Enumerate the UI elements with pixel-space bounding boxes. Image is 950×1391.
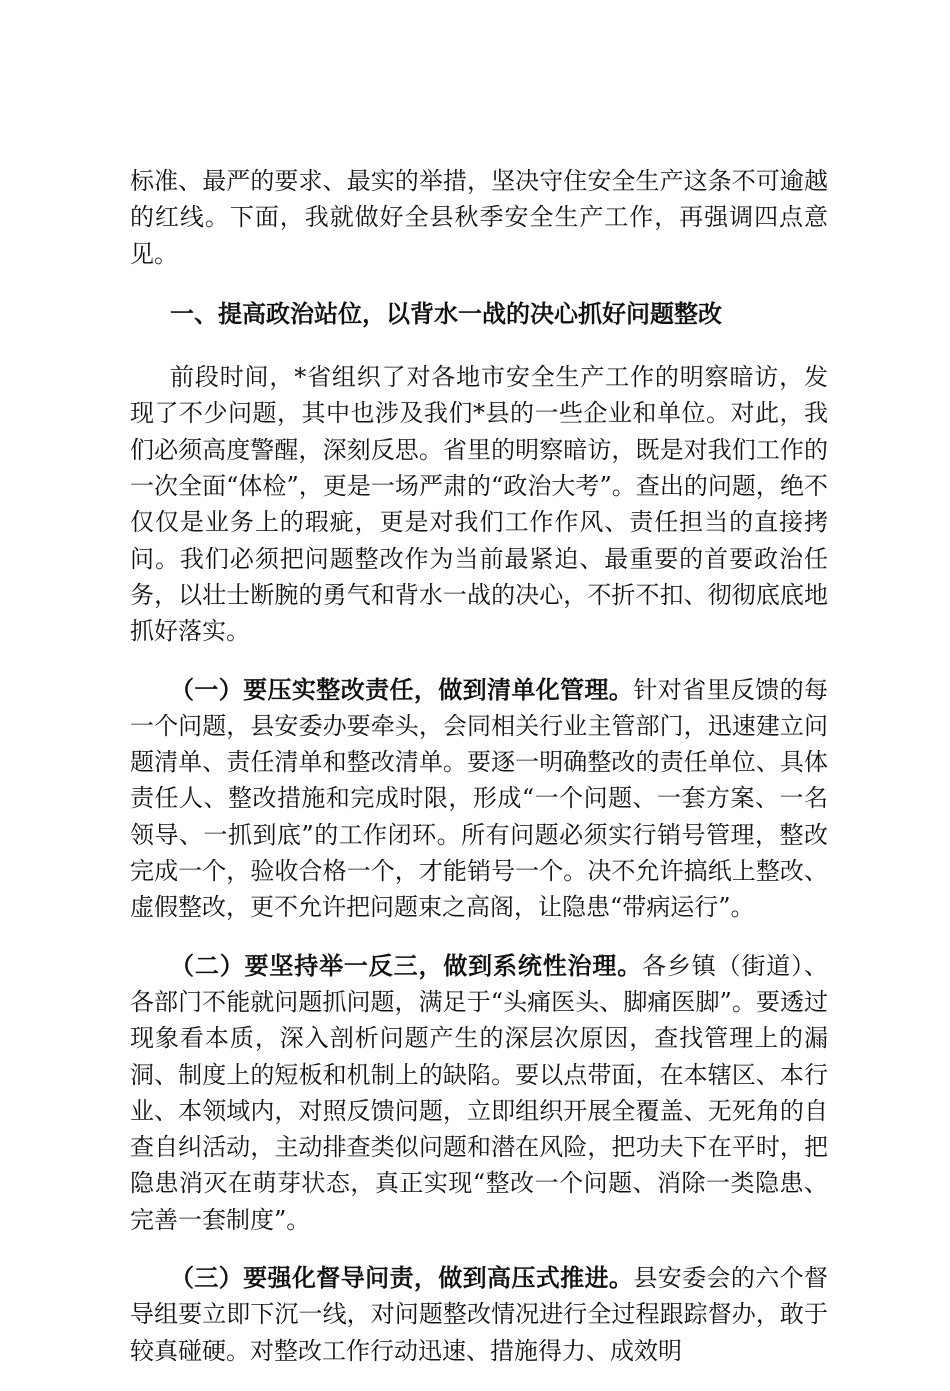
item-1-body: 针对省里反馈的每一个问题，县安委办要牵头，会同相关行业主管部门，迅速建立问题清单、责任清单和整改清单。要逐一明确整改的责任单位、具体责任人、整改措施和完成时限，形成“一个问题、一套方案、一名领导、一抓到底”的工作闭环。所有问题必须实行销号管理，整改完成一个，验收合格一个，才能销号一个。决不允许搞纸上整改、虚假整改，更不允许把问题束之高阁，让隐患“带病运行”。 (130, 675, 829, 922)
intro-paragraph: 标准、最严的要求、最实的举措，坚决守住安全生产这条不可逾越的红线。下面，我就做好全县秋季安全生产工作，再强调四点意见。 (130, 167, 828, 268)
item-3-lead: （三）要强化督导问责，做到高压式推进。 (170, 1264, 634, 1293)
document-body (130, 163, 828, 1391)
item-1-paragraph (130, 672, 828, 926)
item-3-body: 县安委会的六个督导组要立即下沉一线，对问题整改情况进行全过程跟踪督办，敢于较真碰硬。对整改工作行动迅速、措施得力、成效明 (130, 1264, 829, 1365)
section-heading-1: 一、提高政治站位，以背水一战的决心抓好问题整改 (170, 299, 722, 328)
item-2-body: 各乡镇（街道）、各部门不能就问题抓问题，满足于“头痛医头、脚痛医脚”。要透过现象看本质，深入剖析问题产生的深层次原因，查找管理上的漏洞、制度上的短板和机制上的缺陷。要以点带面，在本辖区、本行业、本领域内，对照反馈问题，立即组织开展全覆盖、无死角的自查自纠活动，主动排查类似问题和潜在风险，把功夫下在平时，把隐患消灭在萌芽状态，真正实现“整改一个问题、消除一类隐患、完善一套制度”。 (130, 951, 829, 1234)
item-1-lead: （一）要压实整改责任，做到清单化管理。 (170, 675, 634, 704)
item-2-paragraph (130, 948, 828, 1238)
section-1-paragraph: 前段时间，*省组织了对各地市安全生产工作的明察暗访，发现了不少问题，其中也涉及我们*县的一些企业和单位。对此，我们必须高度警醒，深刻反思。省里的明察暗访，既是对我们工作的一次全面“体检”，更是一场严肃的“政治大考”。查出的问题，绝不仅仅是业务上的瑕疵，更是对我们工作作风、责任担当的直接拷问。我们必须把问题整改作为当前最紧迫、最重要的首要政治任务，以壮士断腕的勇气和背水一战的决心，不折不扣、彻彻底底地抓好落实。 (130, 363, 828, 646)
item-3-paragraph (130, 1260, 828, 1369)
item-2-lead: （二）要坚持举一反三，做到系统性治理。 (170, 951, 643, 980)
